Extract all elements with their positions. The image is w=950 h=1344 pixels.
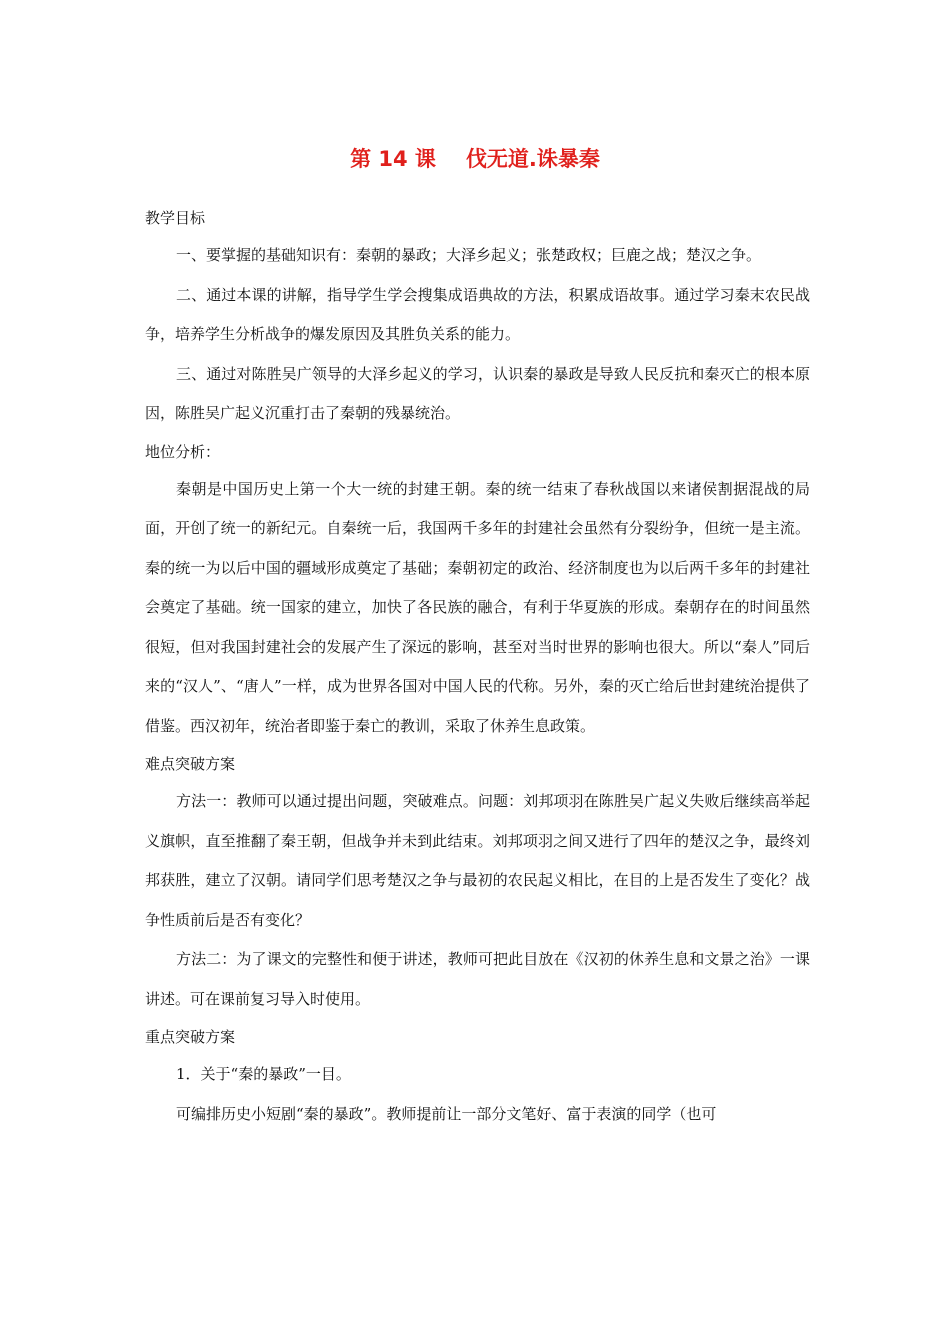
section-heading: 难点突破方案 (145, 755, 236, 773)
paragraph: 方法一：教师可以通过提出问题，突破难点。问题：刘邦项羽在陈胜吴广起义失败后继续高举起义旗帜，直至推翻了秦王朝，但战争并未到此结束。刘邦项羽之间又进行了四年的楚汉之争，最终刘邦获胜，建立了汉朝。请同学们思考楚汉之争与最初的农民起义相比，在目的上是否发生了变化？战争性质前后是否有变化？ (145, 792, 810, 929)
paragraph: 二、通过本课的讲解，指导学生学会搜集成语典故的方法，积累成语故事。通过学习秦末农民战争，培养学生分析战争的爆发原因及其胜负关系的能力。 (145, 285, 810, 343)
lesson-title (0, 143, 950, 173)
paragraph: 一、要掌握的基础知识有：秦朝的暴政；大泽乡起义；张楚政权；巨鹿之战；楚汉之争。 (176, 246, 762, 264)
lesson-number: 第 14 课 (350, 147, 436, 171)
section-difficulty-plan (145, 746, 810, 1019)
paragraph: 三、通过对陈胜吴广领导的大泽乡起义的学习，认识秦的暴政是导致人民反抗和秦灭亡的根本原因，陈胜吴广起义沉重打击了秦朝的残暴统治。 (145, 364, 810, 422)
document-body (145, 200, 810, 1134)
section-status-analysis (145, 434, 810, 747)
section-key-point-plan (145, 1019, 810, 1134)
section-heading: 教学目标 (145, 209, 206, 227)
paragraph: 秦朝是中国历史上第一个大一统的封建王朝。秦的统一结束了春秋战国以来诸侯割据混战的局面，开创了统一的新纪元。自秦统一后，我国两千多年的封建社会虽然有分裂纷争，但统一是主流。秦的统一为以后中国的疆域形成奠定了基础；秦朝初定的政治、经济制度也为以后两千多年的封建社会奠定了基础。统一国家的建立，加快了各民族的融合，有利于华夏族的形成。秦朝存在的时间虽然很短，但对我国封建社会的发展产生了深远的影响，甚至对当时世界的影响也很大。所以“秦人”同后来的“汉人”、“唐人”一样，成为世界各国对中国人民的代称。另外，秦的灭亡给后世封建统治提供了借鉴。西汉初年，统治者即鉴于秦亡的教训，采取了休养生息政策。 (145, 479, 810, 735)
section-teaching-goals (145, 200, 810, 434)
paragraph: 1．关于“秦的暴政”一目。 (176, 1065, 351, 1083)
paragraph: 方法二：为了课文的完整性和便于讲述，教师可把此目放在《汉初的休养生息和文景之治》一课讲述。可在课前复习导入时使用。 (145, 950, 810, 1008)
section-heading: 地位分析： (145, 442, 221, 461)
lesson-name: 伐无道.诛暴秦 (465, 147, 600, 171)
section-heading: 重点突破方案 (145, 1028, 236, 1046)
paragraph: 可编排历史小短剧“秦的暴政”。教师提前让一部分文笔好、富于表演的同学（也可 (176, 1104, 717, 1123)
